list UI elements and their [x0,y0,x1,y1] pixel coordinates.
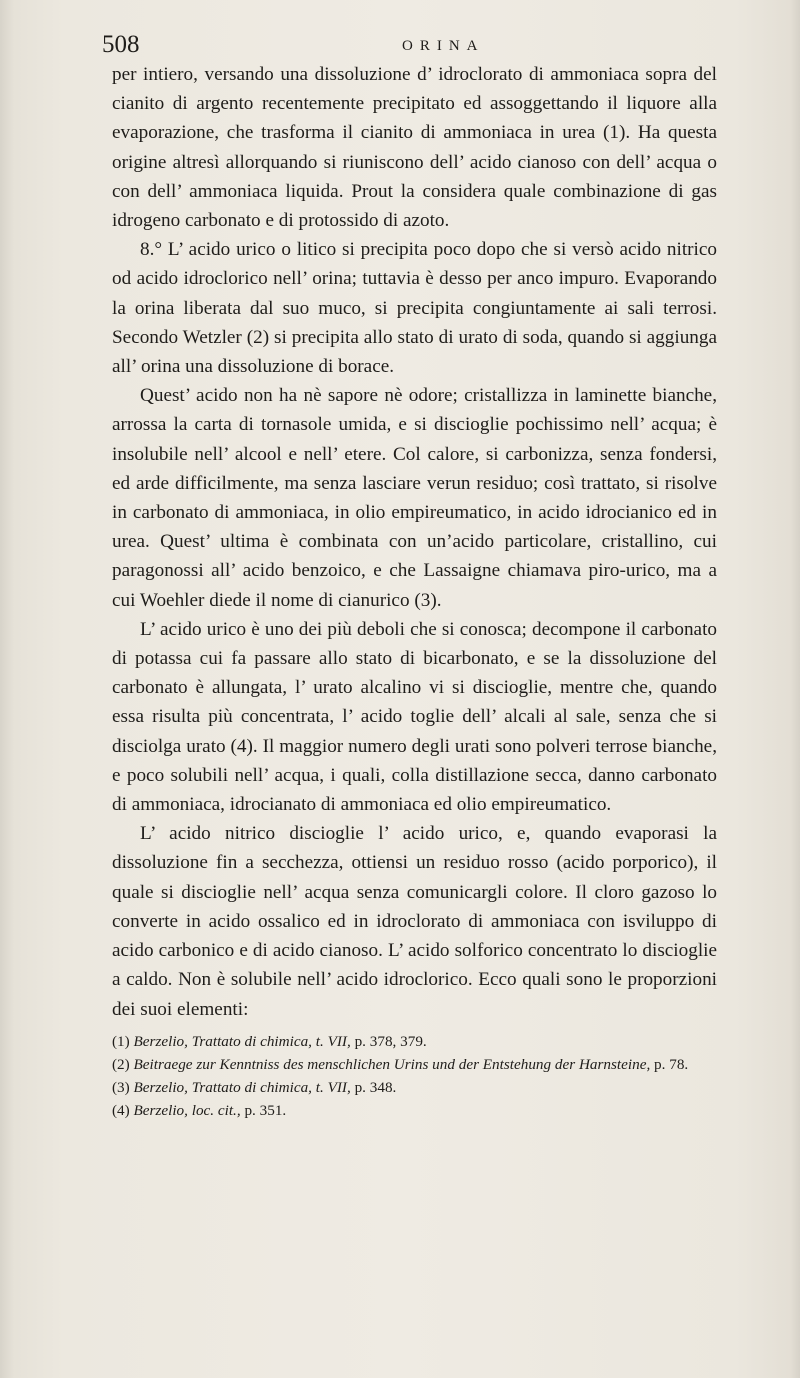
page-edge-shadow [790,0,800,1378]
body-text [112,60,717,1123]
footnotes [112,1030,717,1123]
footnote-page: p. 378, 379. [354,1032,427,1050]
footnote-4 [112,1099,717,1122]
footnote-title: Trattato di chimica, t. VII, [191,1032,351,1050]
footnote-number: (1) [112,1032,130,1050]
footnote-number: (2) [112,1055,130,1073]
running-title: ORINA [402,38,485,54]
paragraph-1: per intiero, versando una dissoluzione d’ idroclorato di ammoniaca sopra del cianito di argento recentemente precipitato ed assoggettando il liquore alla evaporazione, che trasforma il cianito di ammoniaca in urea (1). Ha questa origine altresì allorquando si riuniscono dell’ acido cianoso con dell’ acqua o con dell’ ammoniaca liquida. Prout la considera quale combinazione di gas idrogeno carbonato e di protossido di azoto. [112,64,717,232]
footnote-page: p. 78. [654,1055,689,1073]
footnote-author: Berzelio, [133,1032,188,1050]
footnote-author: Berzelio, [133,1079,188,1097]
spine-shadow [0,0,14,1378]
footnote-author: Beitraege zur Kenntniss des menschlichen Urins und der Entstehung der Harnsteine, [133,1055,651,1073]
footnote-page: p. 351. [244,1102,287,1120]
footnote-title: Trattato di chimica, t. VII, [191,1079,351,1097]
paragraph-4: L’ acido urico è uno dei più deboli che si conosca; decompone il carbonato di potassa cui fa passare allo stato di bicarbonato, e se la dissoluzione del carbonato è allungata, l’ urato alcalino vi si discioglie, mentre che, quando essa risulta più concentrata, l’ acido toglie dell’ alcali al sale, senza che si disciolga urato (4). Il maggior numero degli urati sono polveri terrose bianche, e poco solubili nell’ acqua, i quali, colla distillazione secca, danno carbonato di ammoniaca, idrocianato di ammoniaca ed olio empireumatico. [112,618,717,816]
footnote-number: (3) [112,1079,130,1097]
footnote-1 [112,1030,717,1053]
footnote-page: p. 348. [354,1079,397,1097]
footnote-number: (4) [112,1102,130,1120]
footnote-title: loc. cit., [191,1102,241,1120]
page-number: 508 [102,31,140,58]
footnote-2 [112,1053,717,1076]
footnote-3 [112,1076,717,1099]
page-header [102,30,702,60]
paragraph-3: Quest’ acido non ha nè sapore nè odore; cristallizza in laminette bianche, arrossa la carta di tornasole umida, e si discioglie pochissimo nell’ acqua; è insolubile nell’ alcool e nell’ etere. Col calore, si carbonizza, senza fondersi, ed arde difficilmente, ma senza lasciare verun residuo; così trattato, si risolve in carbonato di ammoniaca, in olio empireumatico, in acido idrocianico ed in urea. Quest’ ultima è combinata con un’acido particolare, cristallino, cui paragonossi all’ acido benzoico, e che Lassaigne chiamava piro-urico, ma a cui Woehler diede il nome di cianurico (3). [112,385,717,611]
paragraph-2: 8.° L’ acido urico o litico si precipita poco dopo che si versò acido nitrico od acido idroclorico nell’ orina; tuttavia è desso per anco impuro. Evaporando la orina liberata dal suo muco, si precipita congiuntamente ai sali terrosi. Secondo Wetzler (2) si precipita allo stato di urato di soda, quando si aggiunga all’ orina una dissoluzione di borace. [112,239,717,378]
paragraph-5: L’ acido nitrico discioglie l’ acido urico, e, quando evaporasi la dissoluzione fin a secchezza, ottiensi un residuo rosso (acido porporico), il quale si discioglie nell’ acqua senza comunicargli colore. Il cloro gazoso lo converte in acido ossalico ed in idroclorato di ammoniaca con isviluppo di acido carbonico e di acido cianoso. L’ acido solforico concentrato lo discioglie a caldo. Non è solubile nell’ acido idroclorico. Ecco quali sono le proporzioni dei suoi elementi: [112,823,717,1020]
footnote-author: Berzelio, [133,1102,188,1120]
